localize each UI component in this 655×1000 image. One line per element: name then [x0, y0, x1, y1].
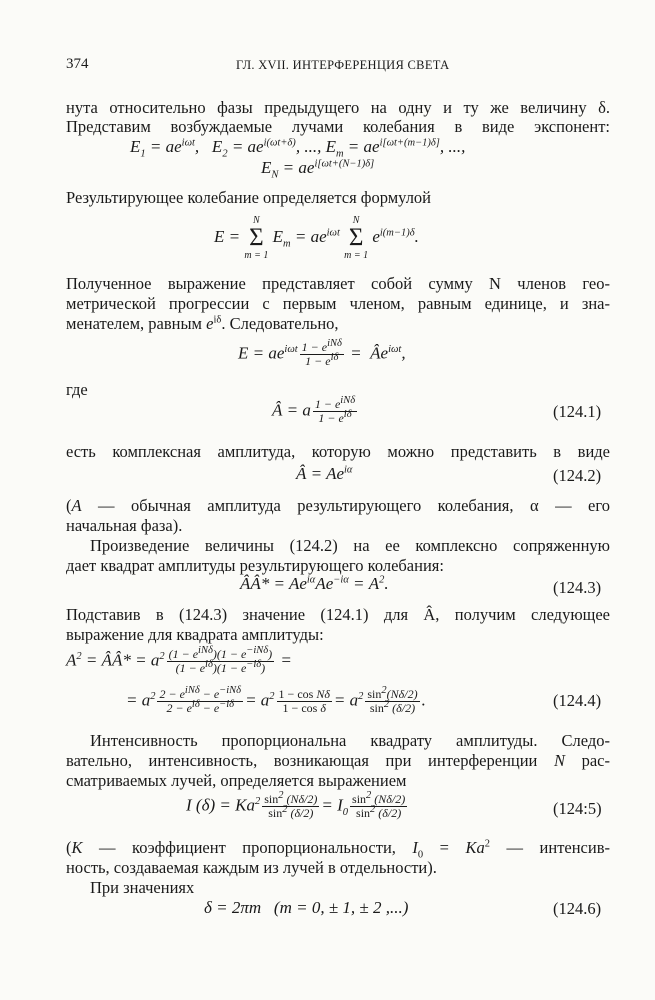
equation-124-4b: = $a^2$ $\frac{2 - e^{iN\delta} - e^{-iN\delta}}{2 - e^{i\delta} - e^{-i\delta}}$ = $a^2$ $\frac{\text{1 − cos Nδ}}{\text{1 − cos δ}}$ = $a^2$ $\frac{\sin^2(N\delta/2)}{\sin^2 (\delta/2)}$ . [126, 685, 426, 715]
text-line: где [66, 380, 88, 399]
text-line: Полученное выражение представляет собой сумму N членов гео- [66, 274, 610, 293]
page-number: 374 [66, 56, 89, 72]
text-line: есть комплексная амплитуда, которую можно представить в виде [66, 442, 610, 461]
text-line: выражение для квадрата амплитуды: [66, 625, 324, 644]
equation-e-list-2: $E_N = ae^{i[\omega t+(N-1)\delta]}$ [261, 158, 375, 181]
equation-number: (124.6) [553, 899, 602, 918]
text-line: сматриваемых лучей, определяется выражением [66, 771, 407, 790]
text-line: начальная фаза). [66, 516, 183, 535]
text-line: ность, создаваемая каждым из лучей в отдельности). [66, 858, 437, 877]
equation-number: (124.1) [553, 402, 602, 421]
text-line: Результирующее колебание определяется формулой [66, 188, 432, 207]
text-line: Произведение величины (124.2) на ее комплексно сопряженную [90, 536, 610, 555]
equation-124-3: ÂÂ* = $Ae^{i\alpha}Ae^{-i\alpha} = A^2$. [240, 574, 389, 593]
text-line: Подставив в (124.3) значение (124.1) для Â, получим следующее [66, 605, 610, 624]
text-line: (A — обычная амплитуда результирующего колебания, α — его [66, 496, 610, 515]
text-line: метрической прогрессии с первым членом, равным единице, и зна- [66, 294, 610, 313]
equation-e-list-1: $E_1 = ae^{i\omega t}$, $E_2 = ae^{i(\omega t+\delta)}$, ..., $E_m = ae^{i[\omega t+(m-1)\delta]}$, ..., [130, 137, 466, 160]
equation-number: (124.3) [553, 578, 602, 597]
text-line: нута относительно фазы предыдущего на одну и ту же величину δ. [66, 98, 610, 117]
equation-124-5: I $(\delta) = Ka^2$ $\frac{\sin^2 (N\delta/2)}{\sin^2 (\delta/2)}$ = $I_0$ $\frac{\sin^2 (N\delta/2)}{\sin^2 (\delta/2)}$ [186, 790, 406, 820]
equation-number: (124:5) [553, 799, 602, 818]
text-line: менателем, равным $e^{i\delta}$. Следовательно, [66, 314, 339, 333]
equation-geometric: $E = ae^{i\omega t}$ $\frac{1 - e^{iN\delta}}{1 - e^{i\delta}}$ = $Âe^{i\omega t}$, [238, 338, 406, 368]
text-line: Представим возбуждаемые лучами колебания в виде экспонент: [66, 117, 610, 136]
equation-124-2: Â = $Ae^{i\alpha}$ [296, 464, 353, 483]
text-line: вательно, интенсивность, возникающая при интерференции N рас- [66, 751, 610, 770]
chapter-title: ГЛ. XVII. ИНТЕРФЕРЕНЦИЯ СВЕТА [236, 58, 450, 72]
equation-124-4a: $A^2$ = ÂÂ* = $a^2$ $\frac{(1 - e^{iN\delta})(1 - e^{-iN\delta})}{(1 - e^{i\delta})(1 - e^{-i\delta})}$ = [66, 645, 292, 675]
text-line: При значениях [90, 878, 195, 897]
equation-sum: E = N Σ m = 1 $E_m = ae^{i\omega t}$ N Σ m = 1 $e^{i(m-1)\delta}$. [214, 215, 419, 261]
equation-number: (124.2) [553, 466, 602, 485]
equation-124-1: Â = a $\frac{1 - e^{iN\delta}}{1 - e^{i\delta}}$ [272, 395, 356, 425]
text-line: (K — коэффициент пропорциональности, $I_0 = Ka^2$ — интенсив- [66, 838, 610, 861]
equation-number: (124.4) [553, 691, 602, 710]
text-line: Интенсивность пропорциональна квадрату амплитуды. Следо- [90, 731, 610, 750]
equation-124-6: δ = 2πm (m = 0, ± 1, ± 2 ,...) [204, 898, 409, 917]
text-line: дает квадрат амплитуды результирующего колебания: [66, 556, 444, 575]
